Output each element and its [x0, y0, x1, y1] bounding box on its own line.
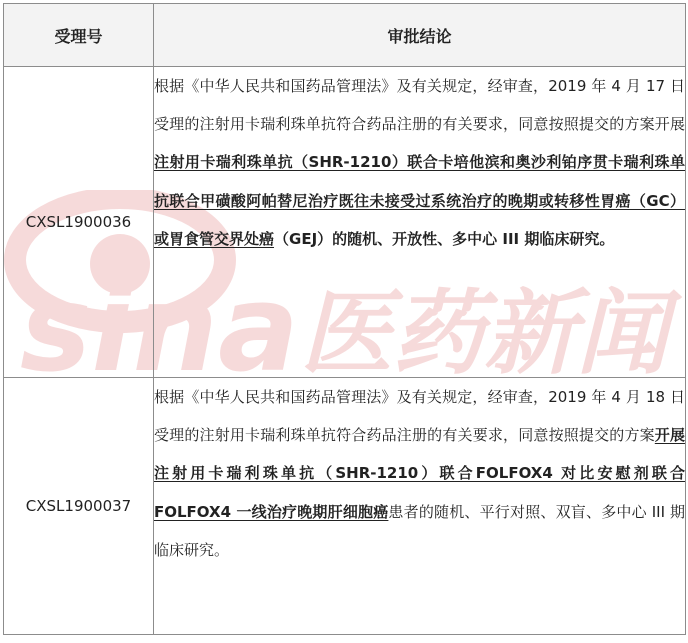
conclusion-text: 根据《中华人民共和国药品管理法》及有关规定，经审查，2019 年 4 月 18 日受理的注射用卡瑞利珠单抗符合药品注册的有关要求，同意按照提交的方案: [154, 388, 685, 445]
table-header-row: [4, 4, 686, 67]
approval-conclusion: [154, 67, 686, 378]
conclusion-tail: 患者的随机、平行对照、双盲、多中心 III 期临床研究。: [154, 502, 685, 559]
conclusion-tail: （GEJ）的随机、开放性、多中心 III 期临床研究。: [274, 229, 615, 248]
conclusion-text: 根据《中华人民共和国药品管理法》及有关规定，经审查，2019 年 4 月 17 日受理的注射用卡瑞利珠单抗符合药品注册的有关要求，同意按照提交的方案开展: [154, 77, 685, 134]
approval-conclusion: [154, 378, 686, 635]
svg-text:sina: sina: [20, 260, 299, 399]
header-application-number: 受理号: [4, 4, 154, 67]
watermark-cn-text: 医药新闻: [300, 280, 669, 387]
table-row: [4, 67, 686, 378]
conclusion-highlight: 注射用卡瑞利珠单抗（SHR-1210）联合卡培他滨和奥沙利铂序贯卡瑞利珠单抗联合甲磺酸阿帕替尼治疗既往未接受过系统治疗的晚期或转移性胃癌（GC）或胃食管交界处癌: [154, 153, 685, 248]
approval-table: [3, 3, 686, 635]
header-approval-conclusion: 审批结论: [154, 4, 686, 67]
application-number: CXSL1900036: [4, 67, 154, 378]
application-number: CXSL1900037: [4, 378, 154, 635]
table-row: [4, 378, 686, 635]
conclusion-highlight: 开展注射用卡瑞利珠单抗（SHR-1210）联合FOLFOX4 对比安慰剂联合 FOLFOX4 一线治疗晚期肝细胞癌: [154, 426, 685, 521]
